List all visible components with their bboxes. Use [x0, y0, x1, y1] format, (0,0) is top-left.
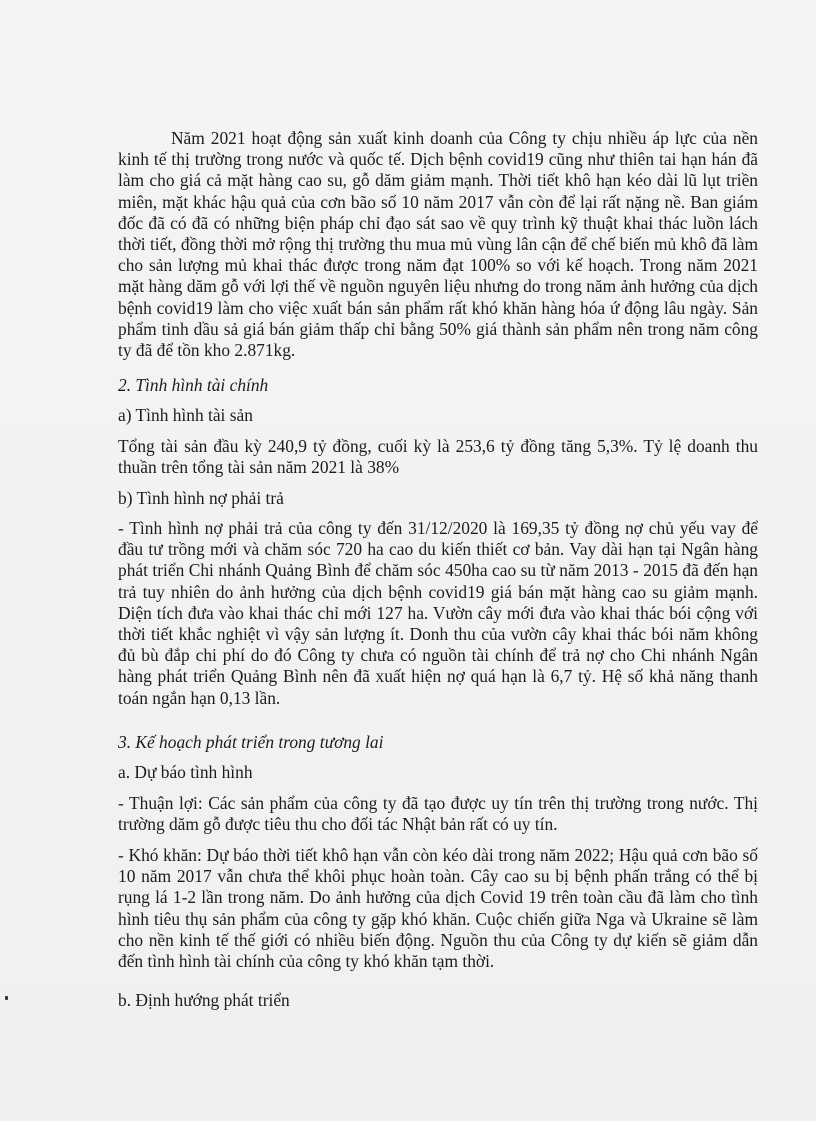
- difficulties-paragraph: - Khó khăn: Dự báo thời tiết khô hạn vẫn còn kéo dài trong năm 2022; Hậu quả cơn bão số 10 năm 2017 vẫn chưa thể khôi phục hoàn toàn. Cây cao su bị bệnh phấn trắng có thể bị rụng lá 1-2 lần trong năm. Do ảnh hưởng của dịch Covid 19 trên toàn cầu đã làm cho tình hình tiêu thụ sản phẩm của công ty gặp khó khăn. Cuộc chiến giữa Nga và Ukraine sẽ làm cho nền kinh tế thế giới có nhiều biến động. Nguồn thu của Công ty dự kiến sẽ giảm dẫn đến tình hình tài chính của công ty khó khăn tạm thời.: [118, 845, 758, 972]
- subheading-forecast: a. Dự báo tình hình: [118, 762, 253, 782]
- section-heading-plan: 3. Kế hoạch phát triển trong tương lai: [118, 732, 384, 752]
- subheading-assets: a) Tình hình tài sản: [118, 405, 253, 425]
- advantages-paragraph: - Thuận lợi: Các sản phẩm của công ty đã tạo được uy tín trên thị trường trong nước. Thị trường dăm gỗ được tiêu thu cho đối tác Nhật bản rất có uy tín.: [118, 793, 758, 835]
- subheading-debts: b) Tình hình nợ phải trả: [118, 488, 284, 508]
- assets-paragraph: Tổng tài sản đầu kỳ 240,9 tỷ đồng, cuối kỳ là 253,6 tỷ đồng tăng 5,3%. Tỷ lệ doanh thu thuần trên tổng tài sản năm 2021 là 38%: [118, 436, 758, 478]
- intro-paragraph: Năm 2021 hoạt động sản xuất kinh doanh của Công ty chịu nhiều áp lực của nền kinh tế thị trường trong nước và quốc tế. Dịch bệnh covid19 cũng như thiên tai hạn hán đã làm cho giá cả mặt hàng cao su, gỗ dăm giảm mạnh. Thời tiết khô hạn kéo dài lũ lụt triền miên, mặt khác hậu quả của cơn bão số 10 năm 2017 vẫn còn để lại rất nặng nề. Ban giám đốc đã có đã có những biện pháp chỉ đạo sát sao về quy trình kỹ thuật khai thác luồn lách thời tiết, đồng thời mở rộng thị trường thu mua mủ vùng lân cận để chế biến mủ khô đã làm cho sản lượng mủ khai thác được trong năm đạt 100% so với kế hoạch. Trong năm 2021 mặt hàng dăm gỗ với lợi thế về nguồn nguyên liệu nhưng do trong năm ảnh hưởng của dịch bệnh covid19 làm cho việc xuất bán sản phẩm rất khó khăn hàng hóa ứ động lâu ngày. Sản phẩm tinh dầu sả giá bán giảm thấp chỉ bằng 50% giá thành sản phẩm nên trong năm công ty đã để tồn kho 2.871kg.: [118, 128, 758, 361]
- subheading-direction: b. Định hướng phát triển: [118, 990, 290, 1010]
- debts-paragraph: - Tình hình nợ phải trả của công ty đến 31/12/2020 là 169,35 tỷ đồng nợ chủ yếu vay để đầu tư trồng mới và chăm sóc 720 ha cao du kiến thiết cơ bản. Vay dài hạn tại Ngân hàng phát triển Chi nhánh Quảng Bình để chăm sóc 450ha cao su từ năm 2013 - 2015 đã đến hạn trả tuy nhiên do ảnh hưởng của dịch bệnh covid19 giá bán mặt hàng cao su giảm mạnh. Diện tích đưa vào khai thác chỉ mới 127 ha. Vườn cây mới đưa vào khai thác bói cộng với thời tiết khắc nghiệt vì vậy sản lượng ít. Donh thu của vườn cây khai thác bói năm không đủ bù đắp chi phí do đó Công ty chưa có nguồn tài chính để trả nợ cho Chi nhánh Ngân hàng phát triển Quảng Bình nên đã xuất hiện nợ quá hạn là 6,7 tỷ. Hệ số khả năng thanh toán ngắn hạn 0,13 lần.: [118, 518, 758, 708]
- scan-speck: [5, 996, 8, 1000]
- section-heading-finance: 2. Tình hình tài chính: [118, 375, 269, 395]
